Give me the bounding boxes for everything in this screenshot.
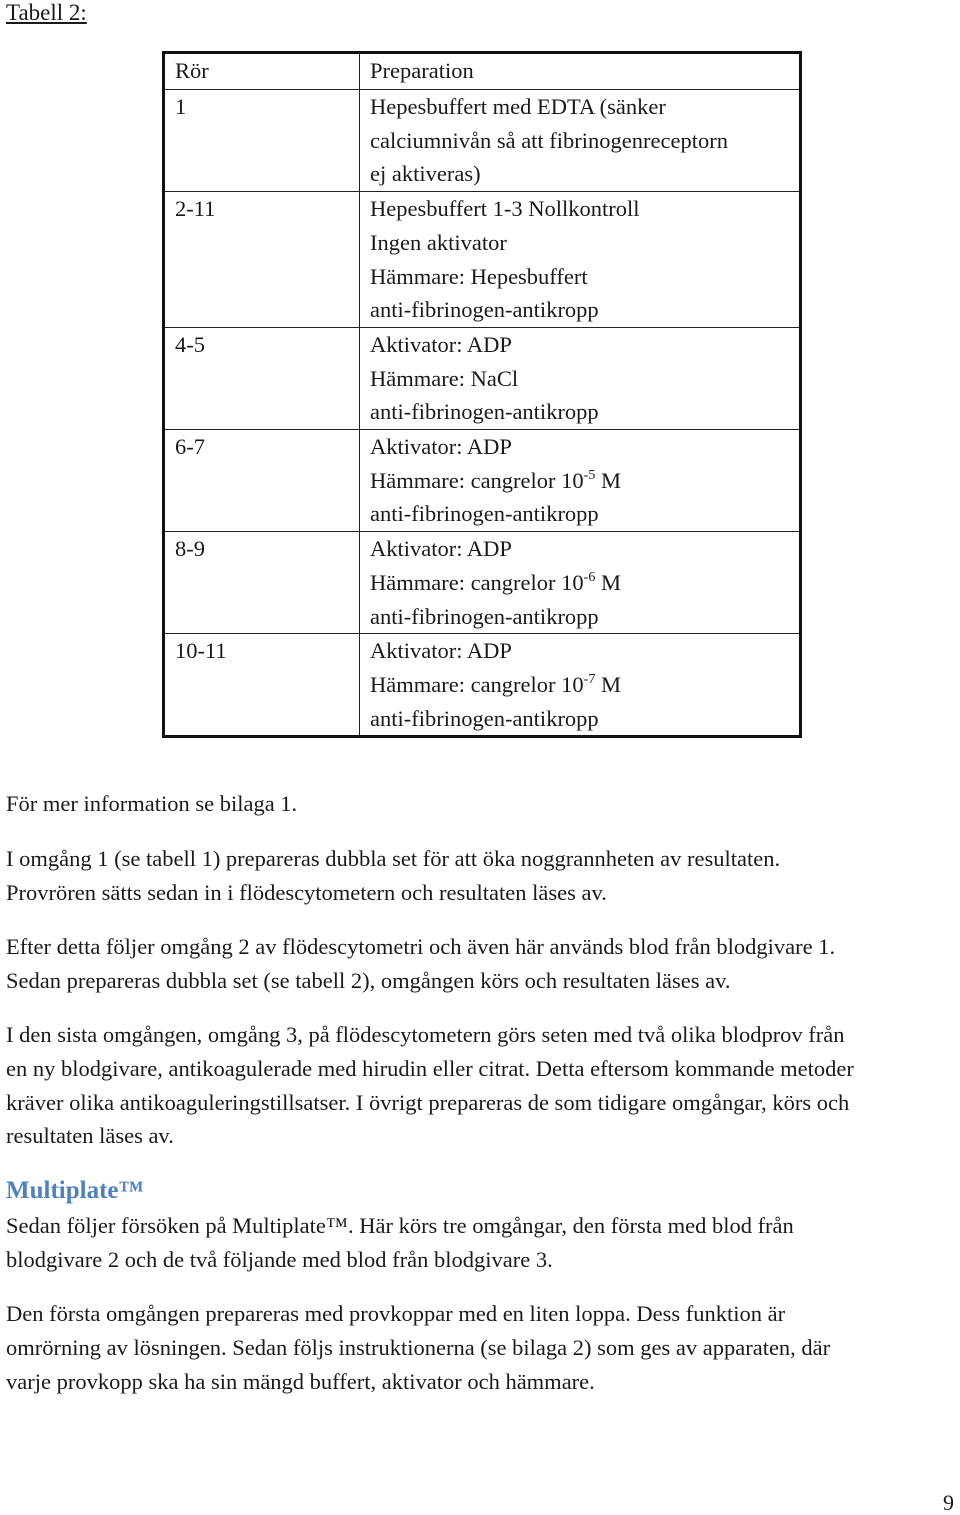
paragraph-line: Sedan följer försöken på Multiplate™. Här körs tre omgångar, den första med blod från <box>6 1213 794 1238</box>
preparation-line: Hämmare: NaCl <box>370 365 519 391</box>
paragraph-line: blodgivare 2 och de två följande med blod från blodgivare 3. <box>6 1246 553 1272</box>
info-paragraph <box>6 787 956 821</box>
cell-ror: 10-11 <box>164 634 360 737</box>
preparation-line <box>370 464 799 498</box>
preparation-line: ej aktiveras) <box>370 161 481 187</box>
header-preparation: Preparation <box>360 53 801 90</box>
cell-ror: 1 <box>164 90 360 192</box>
section-heading-multiplate: Multiplate™ <box>6 1177 144 1204</box>
table-row <box>164 90 801 192</box>
paragraph-line: kräver olika antikoaguleringstillsatser. I övrigt prepareras de som tidigare omgångar, körs och <box>6 1089 850 1115</box>
table-row <box>164 327 801 429</box>
paragraph-line: omrörning av lösningen. Sedan följs instruktionerna (se bilaga 2) som ges av apparaten, där <box>6 1334 831 1360</box>
preparation-text: Hämmare: cangrelor 10 <box>370 569 584 595</box>
preparation-line: Aktivator: ADP <box>370 331 512 357</box>
page-number: 9 <box>943 1490 954 1515</box>
multiplate-procedure-paragraph <box>6 1297 956 1398</box>
concentration-exponent: -6 <box>583 569 596 585</box>
cell-preparation <box>360 192 801 328</box>
preparation-line: Hämmare: Hepesbuffert <box>370 263 588 289</box>
table-header-row <box>164 53 801 90</box>
table-row <box>164 430 801 532</box>
cell-preparation <box>360 327 801 429</box>
round-2-paragraph <box>6 930 956 998</box>
header-ror: Rör <box>164 53 360 90</box>
preparation-line: anti-fibrinogen-antikropp <box>370 603 599 629</box>
preparation-text: Hämmare: cangrelor 10 <box>370 671 584 697</box>
preparation-line: Hepesbuffert med EDTA (sänker <box>370 94 666 119</box>
round-3-paragraph <box>6 1018 956 1153</box>
paragraph-line: I den sista omgången, omgång 3, på flödescytometern görs seten med två olika blodprov från <box>6 1022 845 1047</box>
paragraph-line: Den första omgången prepareras med provkoppar med en liten loppa. Dess funktion är <box>6 1301 786 1326</box>
preparation-table <box>162 51 802 738</box>
paragraph-line: varje provkopp ska ha sin mängd buffert, aktivator och hämmare. <box>6 1368 595 1394</box>
paragraph-line: I omgång 1 (se tabell 1) prepareras dubbla set för att öka noggrannheten av resultaten. <box>6 846 781 871</box>
preparation-line: Ingen aktivator <box>370 229 507 255</box>
cell-preparation <box>360 90 801 192</box>
cell-ror: 8-9 <box>164 532 360 634</box>
cell-ror: 6-7 <box>164 430 360 532</box>
preparation-line <box>370 566 799 600</box>
cell-ror: 4-5 <box>164 327 360 429</box>
preparation-line: anti-fibrinogen-antikropp <box>370 501 599 527</box>
paragraph-line: resultaten läses av. <box>6 1123 174 1149</box>
unit-text: M <box>595 569 621 595</box>
table-caption: Tabell 2: <box>6 0 87 25</box>
preparation-text: Hämmare: cangrelor 10 <box>370 467 584 493</box>
cell-preparation <box>360 430 801 532</box>
concentration-exponent: -7 <box>583 671 596 687</box>
preparation-line: anti-fibrinogen-antikropp <box>370 705 599 731</box>
round-1-paragraph <box>6 842 956 910</box>
preparation-line <box>370 668 799 702</box>
paragraph-line: Sedan prepareras dubbla set (se tabell 2), omgången körs och resultaten läses av. <box>6 967 731 993</box>
preparation-line: Hepesbuffert 1-3 Nollkontroll <box>370 196 640 222</box>
unit-text: M <box>595 671 621 697</box>
paragraph-line: en ny blodgivare, antikoagulerade med hirudin eller citrat. Detta eftersom kommande metoder <box>6 1055 854 1081</box>
paragraph-line: För mer information se bilaga 1. <box>6 791 298 816</box>
unit-text: M <box>595 467 621 493</box>
paragraph-line: Efter detta följer omgång 2 av flödescytometri och även här används blod från blodgivare 1. <box>6 934 836 959</box>
paragraph-line: Provrören sätts sedan in i flödescytometern och resultaten läses av. <box>6 879 607 905</box>
preparation-line: anti-fibrinogen-antikropp <box>370 399 599 425</box>
concentration-exponent: -5 <box>583 467 596 483</box>
preparation-line: Aktivator: ADP <box>370 434 512 460</box>
table-row <box>164 532 801 634</box>
cell-preparation <box>360 634 801 737</box>
multiplate-intro-paragraph <box>6 1209 956 1277</box>
table-row <box>164 192 801 328</box>
cell-ror: 2-11 <box>164 192 360 328</box>
table-row <box>164 634 801 737</box>
preparation-line: calciumnivån så att fibrinogenreceptorn <box>370 127 728 153</box>
preparation-line: Aktivator: ADP <box>370 638 512 664</box>
cell-preparation <box>360 532 801 634</box>
preparation-line: anti-fibrinogen-antikropp <box>370 297 599 323</box>
preparation-line: Aktivator: ADP <box>370 536 512 562</box>
